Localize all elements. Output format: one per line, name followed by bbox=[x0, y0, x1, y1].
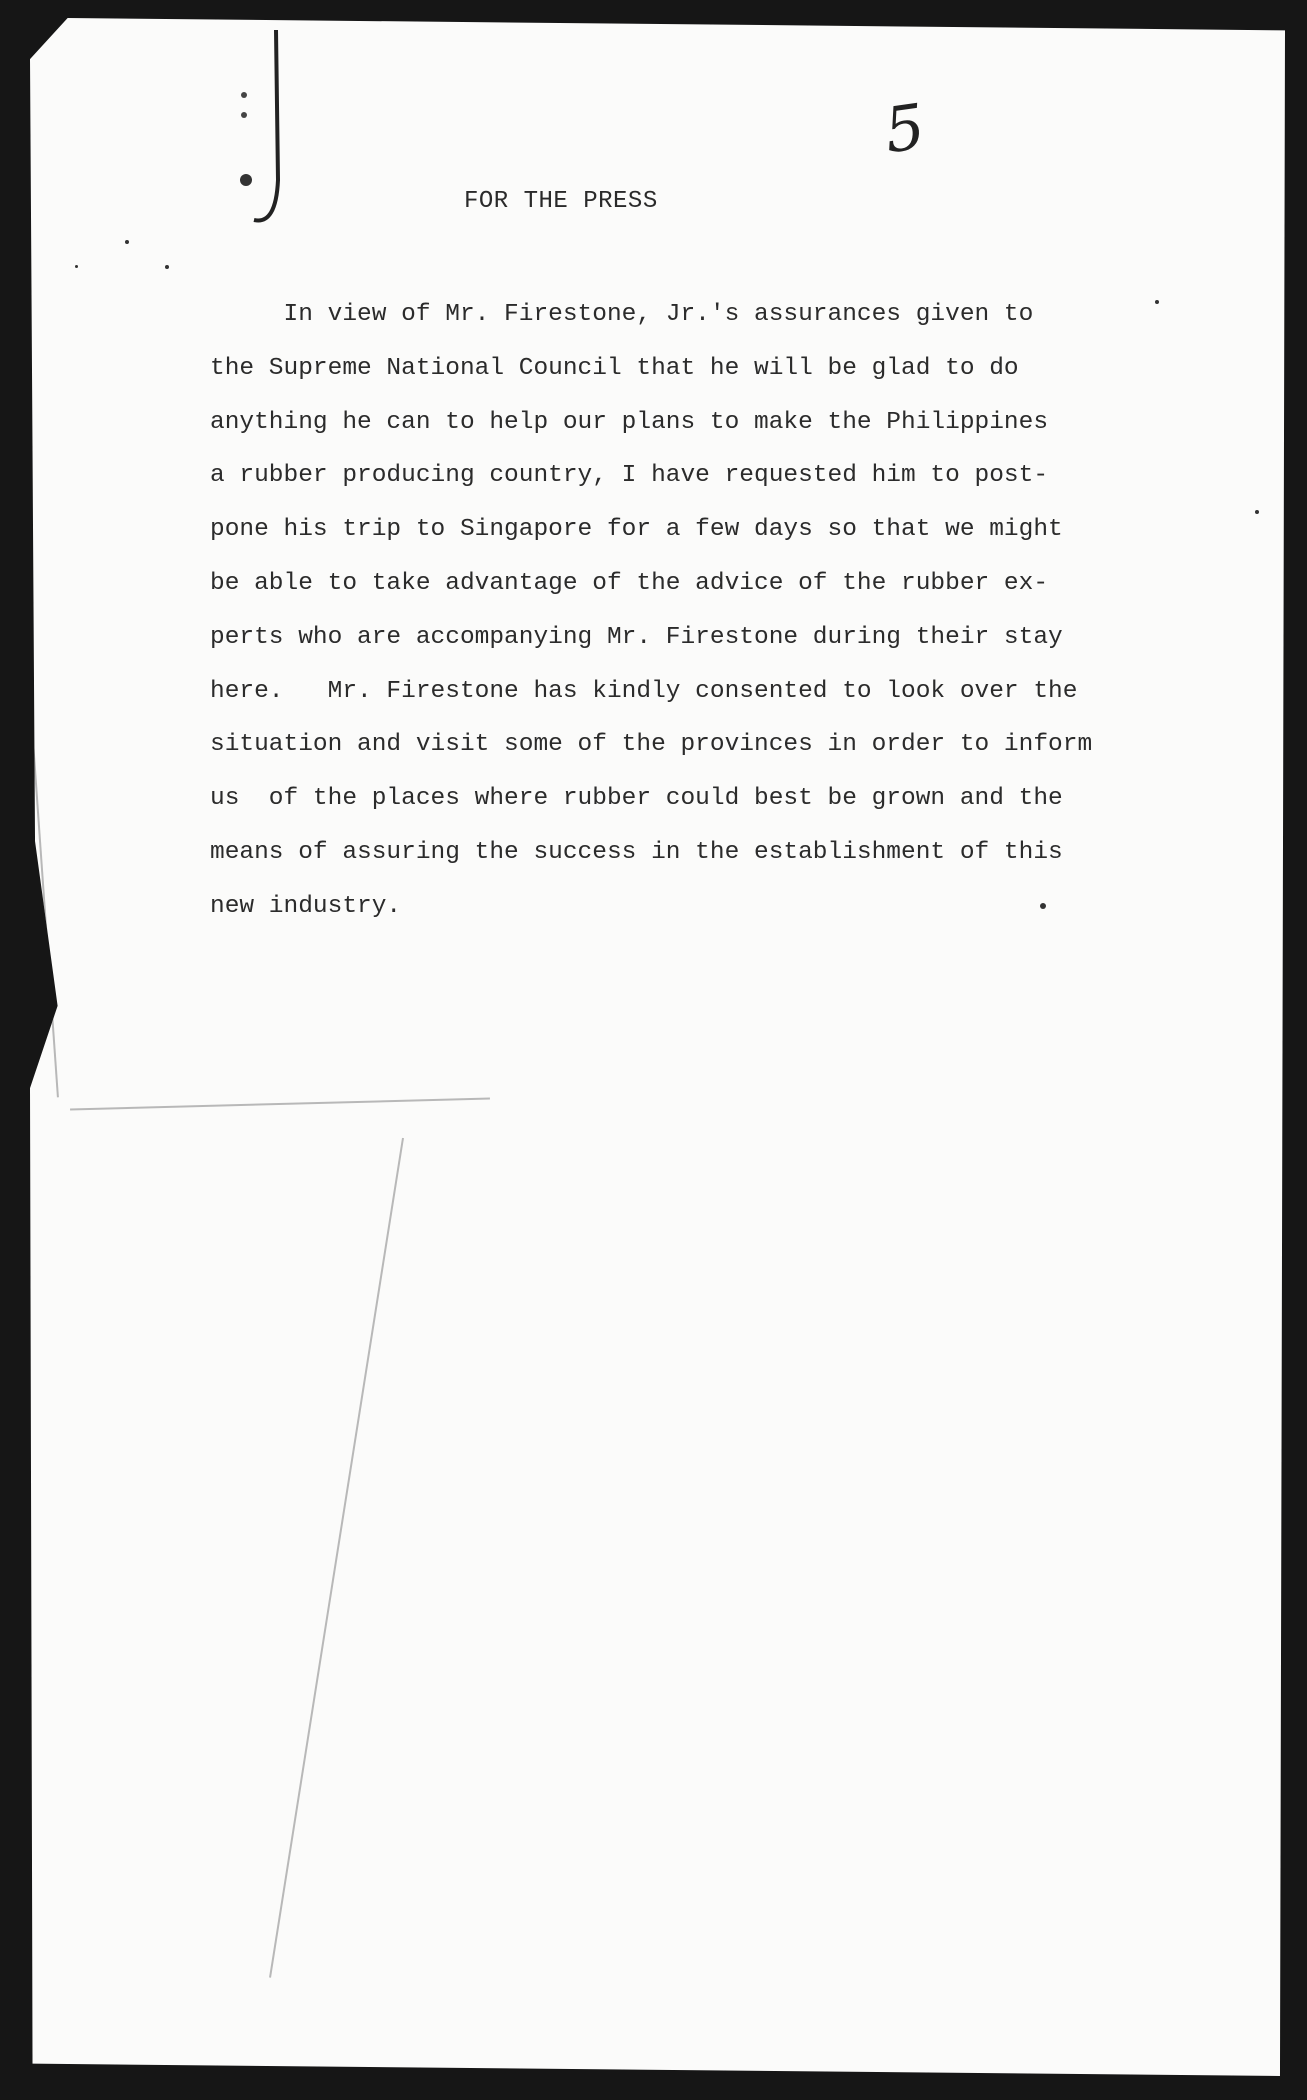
text-line: In view of Mr. Firestone, Jr.'s assurances given to bbox=[210, 301, 1034, 328]
fold-crease bbox=[269, 1138, 404, 1978]
text-line: anything he can to help our plans to make the Philippines bbox=[210, 408, 1049, 436]
text-line: the Supreme National Council that he will be glad to do bbox=[210, 354, 1019, 382]
text-line: new industry. bbox=[210, 892, 402, 920]
text-line: here. Mr. Firestone has kindly consented to look over the bbox=[210, 677, 1078, 705]
ink-speck bbox=[125, 240, 129, 244]
text-line: perts who are accompanying Mr. Firestone during their stay bbox=[210, 623, 1063, 651]
fold-crease bbox=[70, 1098, 490, 1111]
page-title: FOR THE PRESS bbox=[464, 188, 658, 215]
ink-speck bbox=[1255, 510, 1259, 514]
handwritten-page-number: 5 bbox=[880, 89, 930, 168]
text-line: means of assuring the success in the establishment of this bbox=[210, 838, 1063, 866]
ink-speck bbox=[1040, 903, 1046, 909]
text-line: be able to take advantage of the advice of the rubber ex- bbox=[210, 569, 1049, 597]
text-line: pone his trip to Singapore for a few days so that we might bbox=[210, 516, 1063, 544]
ink-speck bbox=[165, 265, 169, 269]
body-paragraph bbox=[210, 288, 1200, 934]
binding-mark bbox=[240, 20, 286, 230]
text-line: situation and visit some of the provinces in order to inform bbox=[210, 731, 1093, 759]
text-line: us of the places where rubber could best be grown and the bbox=[210, 785, 1063, 813]
ink-speck bbox=[1155, 300, 1159, 304]
ink-speck bbox=[75, 265, 78, 268]
text-line: a rubber producing country, I have requested him to post- bbox=[210, 462, 1049, 490]
fold-crease bbox=[15, 499, 59, 1098]
